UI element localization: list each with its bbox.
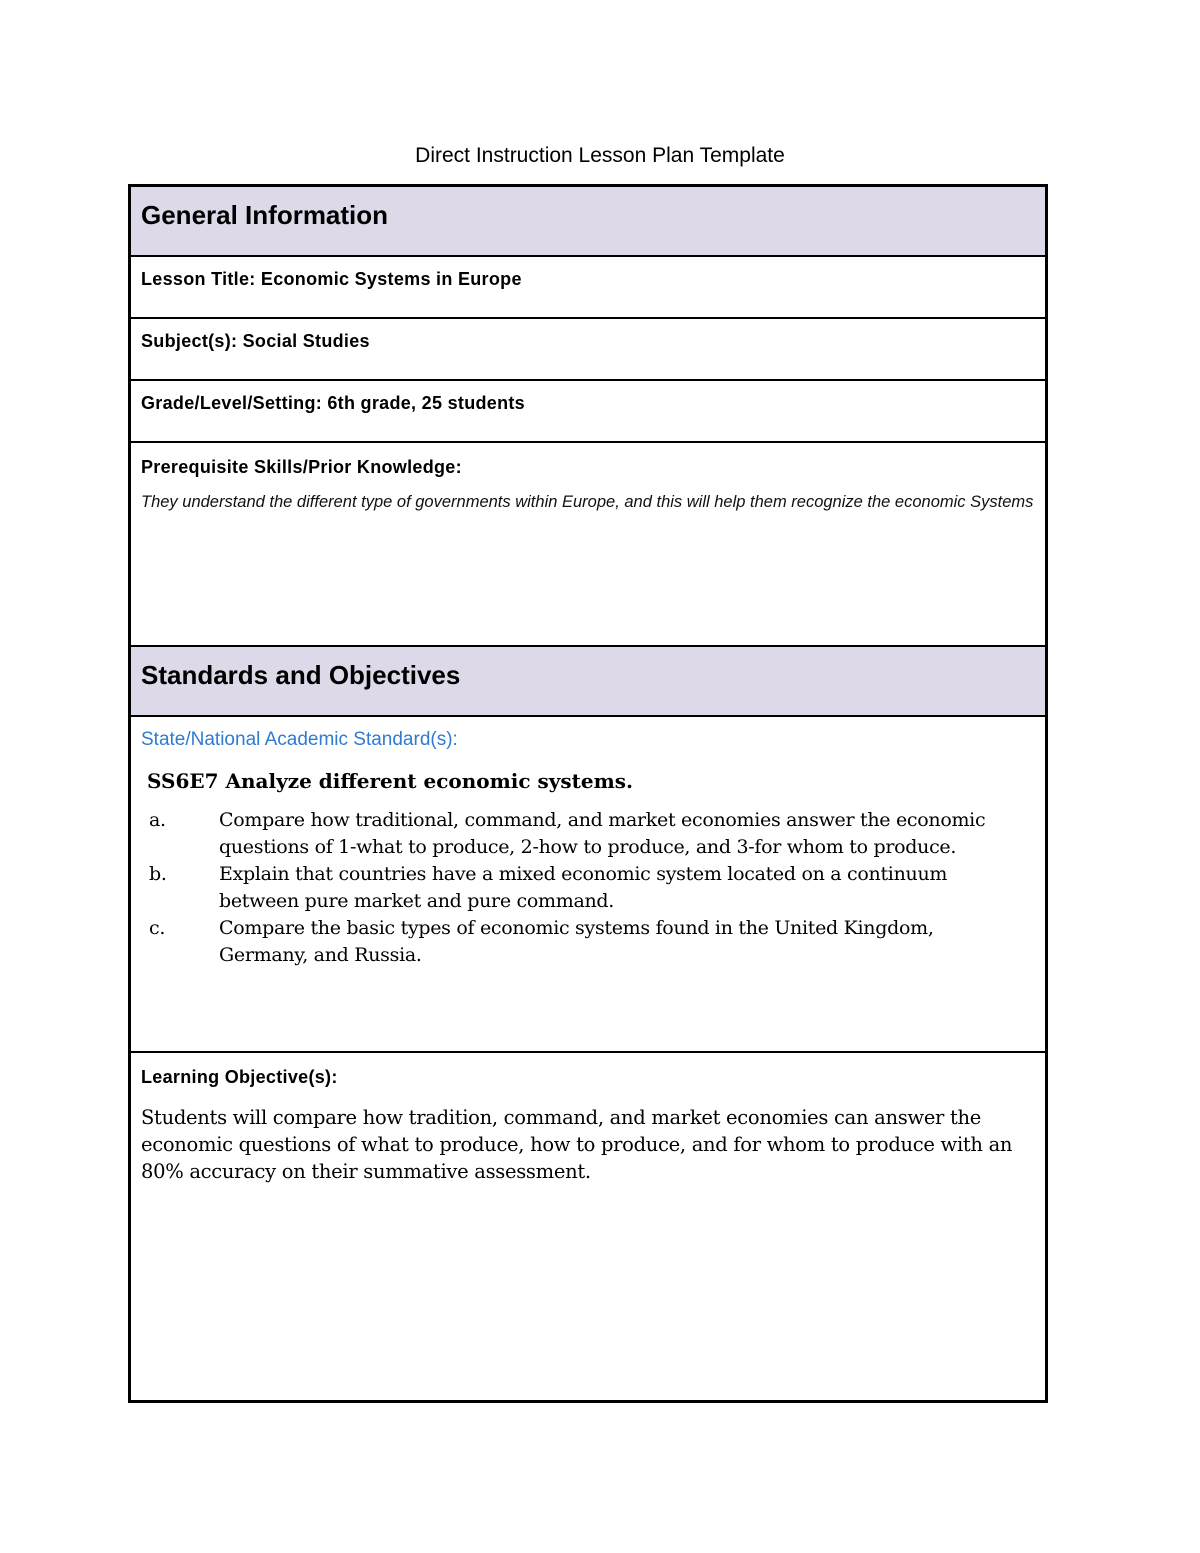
- standards-objectives-heading: Standards and Objectives: [141, 660, 461, 690]
- standards-objectives-header: [131, 645, 1045, 715]
- learning-objectives-text: Students will compare how tradition, command, and market economies can answer the economic questions of what to produce, how to produce, and for whom to produce with an 80% accuracy on their summative assessment.: [141, 1106, 1013, 1183]
- prerequisite-row: [131, 441, 1045, 645]
- general-information-header: [131, 187, 1045, 255]
- academic-standards-label: State/National Academic Standard(s):: [141, 729, 458, 750]
- document-title: Direct Instruction Lesson Plan Template: [415, 144, 785, 167]
- standard-item-marker: a.: [149, 809, 166, 831]
- general-information-heading: General Information: [141, 200, 389, 230]
- standard-item-b: [141, 861, 1035, 915]
- standard-item-text: Compare the basic types of economic systems found in the United Kingdom, Germany, and Russia.: [219, 917, 934, 966]
- standard-item-a: [141, 807, 1035, 861]
- grade-level-row: [131, 379, 1045, 441]
- learning-objectives-row: [131, 1051, 1045, 1400]
- subjects-row: [131, 317, 1045, 379]
- standard-item-text: Compare how traditional, command, and market economies answer the economic questions of 1-what to produce, 2-how to produce, and 3-for whom to produce.: [219, 809, 986, 858]
- standard-item-c: [141, 915, 1035, 969]
- standard-item-text: Explain that countries have a mixed economic system located on a continuum between pure market and pure command.: [219, 863, 948, 912]
- standard-items-list: [141, 807, 1035, 969]
- subjects-text: Subject(s): Social Studies: [141, 331, 370, 351]
- prerequisite-label: Prerequisite Skills/Prior Knowledge:: [141, 457, 462, 477]
- grade-level-text: Grade/Level/Setting: 6th grade, 25 students: [141, 393, 525, 413]
- prerequisite-text: They understand the different type of governments within Europe, and this will help them recognize the economic Systems: [141, 493, 1034, 511]
- standard-item-marker: c.: [149, 917, 166, 939]
- lesson-title-text: Lesson Title: Economic Systems in Europe: [141, 269, 522, 289]
- standard-code: SS6E7 Analyze different economic systems.: [147, 769, 634, 793]
- academic-standards-row: [131, 715, 1045, 1051]
- standard-item-marker: b.: [149, 863, 167, 885]
- learning-objectives-label: Learning Objective(s):: [141, 1067, 338, 1087]
- lesson-plan-table: [128, 184, 1048, 1403]
- lesson-title-row: [131, 255, 1045, 317]
